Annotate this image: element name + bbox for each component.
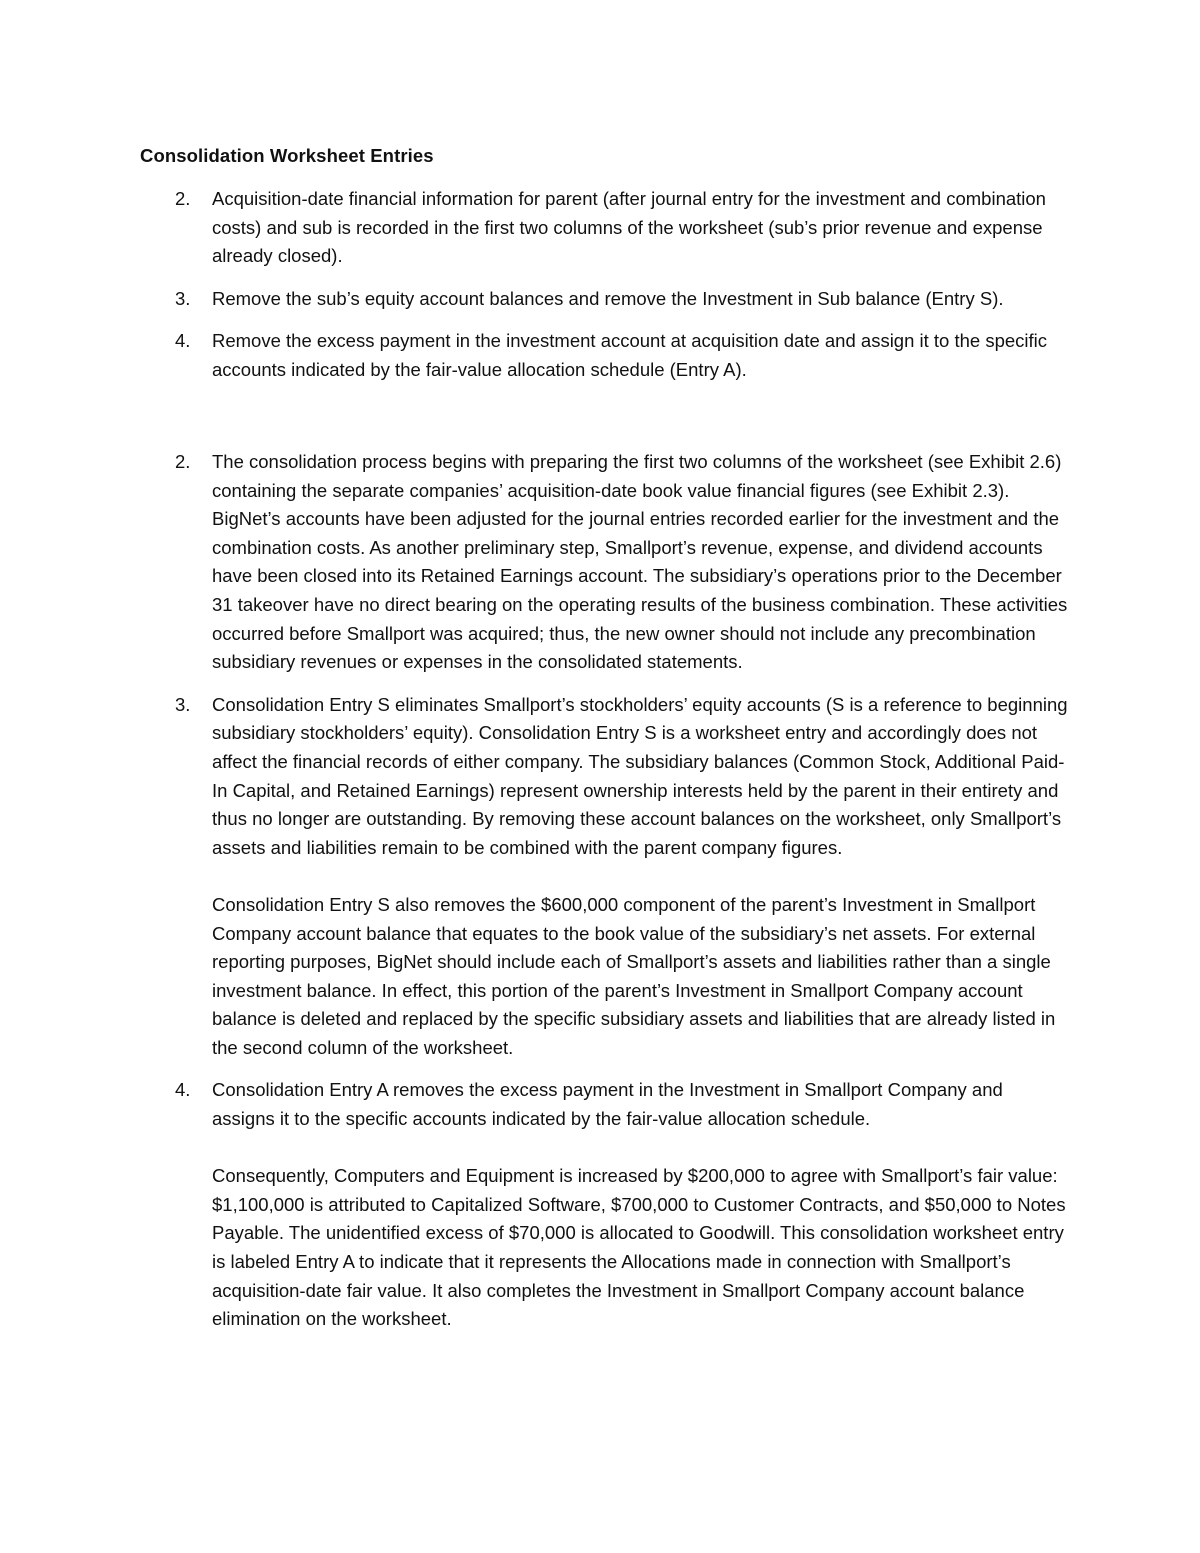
detail-item [0, 691, 1200, 1063]
list-item-paragraph: Consolidation Entry S eliminates Smallport’s stockholders’ equity accounts (S is a reference to beginning subsidiary stockholders’ equity). Consolidation Entry S is a worksheet entry and accordingly does not affect the financial records of either company. The subsidiary balances (Common Stock, Additional Paid-In Capital, and Retained Earnings) represent ownership interests held by the parent in their entirety and thus no longer are outstanding. By removing these account balances on the worksheet, only Smallport’s assets and liabilities remain to be combined with the parent company figures. [212, 693, 1068, 858]
list-item-paragraph: Consequently, Computers and Equipment is increased by $200,000 to agree with Smallport’s fair value: $1,100,000 is attributed to Capitalized Software, $700,000 to Customer Contracts, and $50,000 to Notes Payable. The unidentified excess of $70,000 is allocated to Goodwill. This consolidation worksheet entry is labeled Entry A to indicate that it represents the Allocations made in connection with Smallport’s acquisition-date fair value. It also completes the Investment in Smallport Company account balance elimination on the worksheet. [212, 1165, 1066, 1330]
list-item-paragraph: Consolidation Entry S also removes the $600,000 component of the parent’s Investment in Smallport Company account balance that equates to the book value of the subsidiary’s net assets. For external reporting purposes, BigNet should include each of Smallport’s assets and liabilities rather than a single investment balance. In effect, this portion of the parent’s Investment in Smallport Company account balance is deleted and replaced by the specific subsidiary assets and liabilities that are already listed in the second column of the worksheet. [212, 893, 1056, 1058]
detail-list [0, 448, 1200, 1334]
summary-item [0, 285, 1200, 314]
list-item-number: 3. [175, 693, 191, 715]
summary-list [0, 185, 1200, 385]
list-item-paragraph: The consolidation process begins with preparing the first two columns of the worksheet (see Exhibit 2.6) containing the separate companies’ acquisition-date book value financial figures (see Exhibit 2.3). BigNet’s accounts have been adjusted for the journal entries recorded earlier for the investment and the combination costs. As another preliminary step, Smallport’s revenue, expense, and dividend accounts have been closed into its Retained Earnings account. The subsidiary’s operations prior to the December 31 takeover have no direct bearing on the operating results of the business combination. These activities occurred before Smallport was acquired; thus, the new owner should not include any precombination subsidiary revenues or expenses in the consolidated statements. [212, 451, 1068, 673]
summary-item [0, 185, 1200, 271]
list-item-paragraph: Consolidation Entry A removes the excess payment in the Investment in Smallport Company and assigns it to the specific accounts indicated by the fair-value allocation schedule. [212, 1079, 1003, 1130]
detail-item [0, 448, 1200, 677]
list-item-paragraph: Remove the sub’s equity account balances and remove the Investment in Sub balance (Entry S). [212, 287, 1004, 309]
list-item-paragraph: Acquisition-date financial information for parent (after journal entry for the investment and combination costs) and sub is recorded in the first two columns of the worksheet (sub’s prior revenue and expense already closed). [212, 188, 1046, 267]
list-item-number: 4. [175, 330, 191, 352]
detail-item [0, 1076, 1200, 1333]
document-title: Consolidation Worksheet Entries [140, 145, 434, 166]
summary-item [0, 327, 1200, 384]
list-item-number: 4. [175, 1079, 191, 1101]
list-item-number: 2. [175, 451, 191, 472]
list-item-paragraph: Remove the excess payment in the investment account at acquisition date and assign it to the specific accounts indicated by the fair-value allocation schedule (Entry A). [212, 330, 1048, 380]
list-item-number: 3. [175, 287, 191, 309]
list-item-number: 2. [175, 188, 191, 209]
